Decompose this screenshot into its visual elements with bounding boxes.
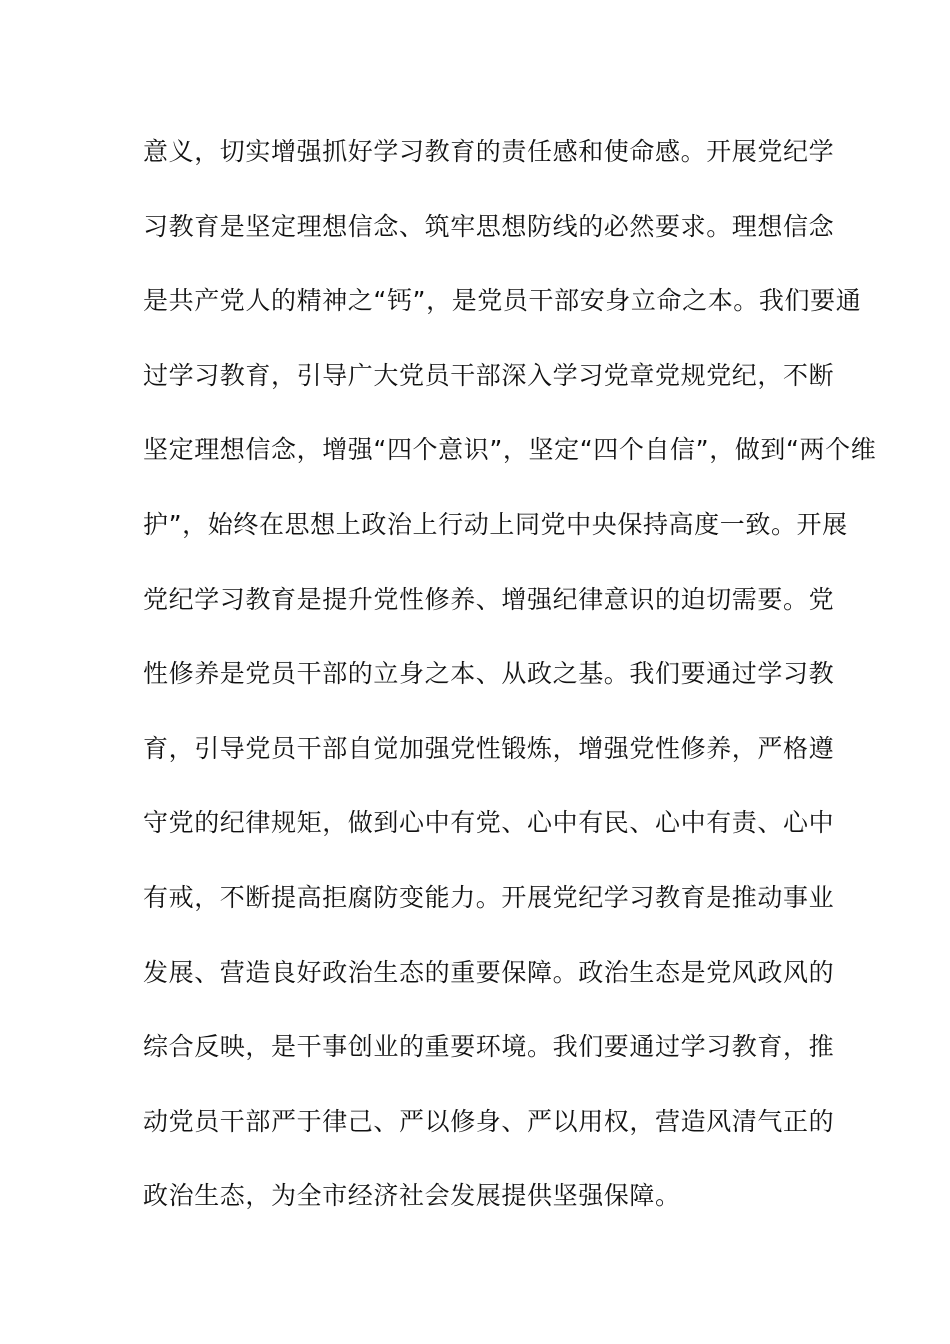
text-line-3: 是共产党人的精神之“钙”，是党员干部安身立命之本。我们要通 [143, 286, 862, 316]
text-line-6: 护”，始终在思想上政治上行动上同党中央保持高度一致。开展 [143, 509, 848, 539]
text-line-7: 党纪学习教育是提升党性修养、增强纪律意识的迫切需要。党 [143, 584, 835, 614]
text-line-9: 育，引导党员干部自觉加强党性锻炼，增强党性修养，严格遵 [143, 733, 835, 763]
text-line-2: 习教育是坚定理想信念、筑牢思想防线的必然要求。理想信念 [143, 211, 835, 241]
text-line-4: 过学习教育，引导广大党员干部深入学习党章党规党纪，不断 [143, 360, 835, 390]
text-line-13: 综合反映，是干事创业的重要环境。我们要通过学习教育，推 [143, 1032, 835, 1062]
body-paragraph [143, 126, 877, 1245]
text-line-15: 政治生态，为全市经济社会发展提供坚强保障。 [143, 1181, 681, 1211]
text-line-8: 性修养是党员干部的立身之本、从政之基。我们要通过学习教 [143, 659, 835, 689]
text-line-12: 发展、营造良好政治生态的重要保障。政治生态是党风政风的 [143, 957, 835, 987]
text-line-14: 动党员干部严于律己、严以修身、严以用权，营造风清气正的 [143, 1106, 835, 1136]
text-line-10: 守党的纪律规矩，做到心中有党、心中有民、心中有责、心中 [143, 808, 835, 838]
text-line-5: 坚定理想信念，增强“四个意识”，坚定“四个自信”，做到“两个维 [143, 435, 877, 465]
text-line-1: 意义，切实增强抓好学习教育的责任感和使命感。开展党纪学 [143, 137, 835, 166]
text-line-11: 有戒，不断提高拒腐防变能力。开展党纪学习教育是推动事业 [143, 882, 835, 912]
